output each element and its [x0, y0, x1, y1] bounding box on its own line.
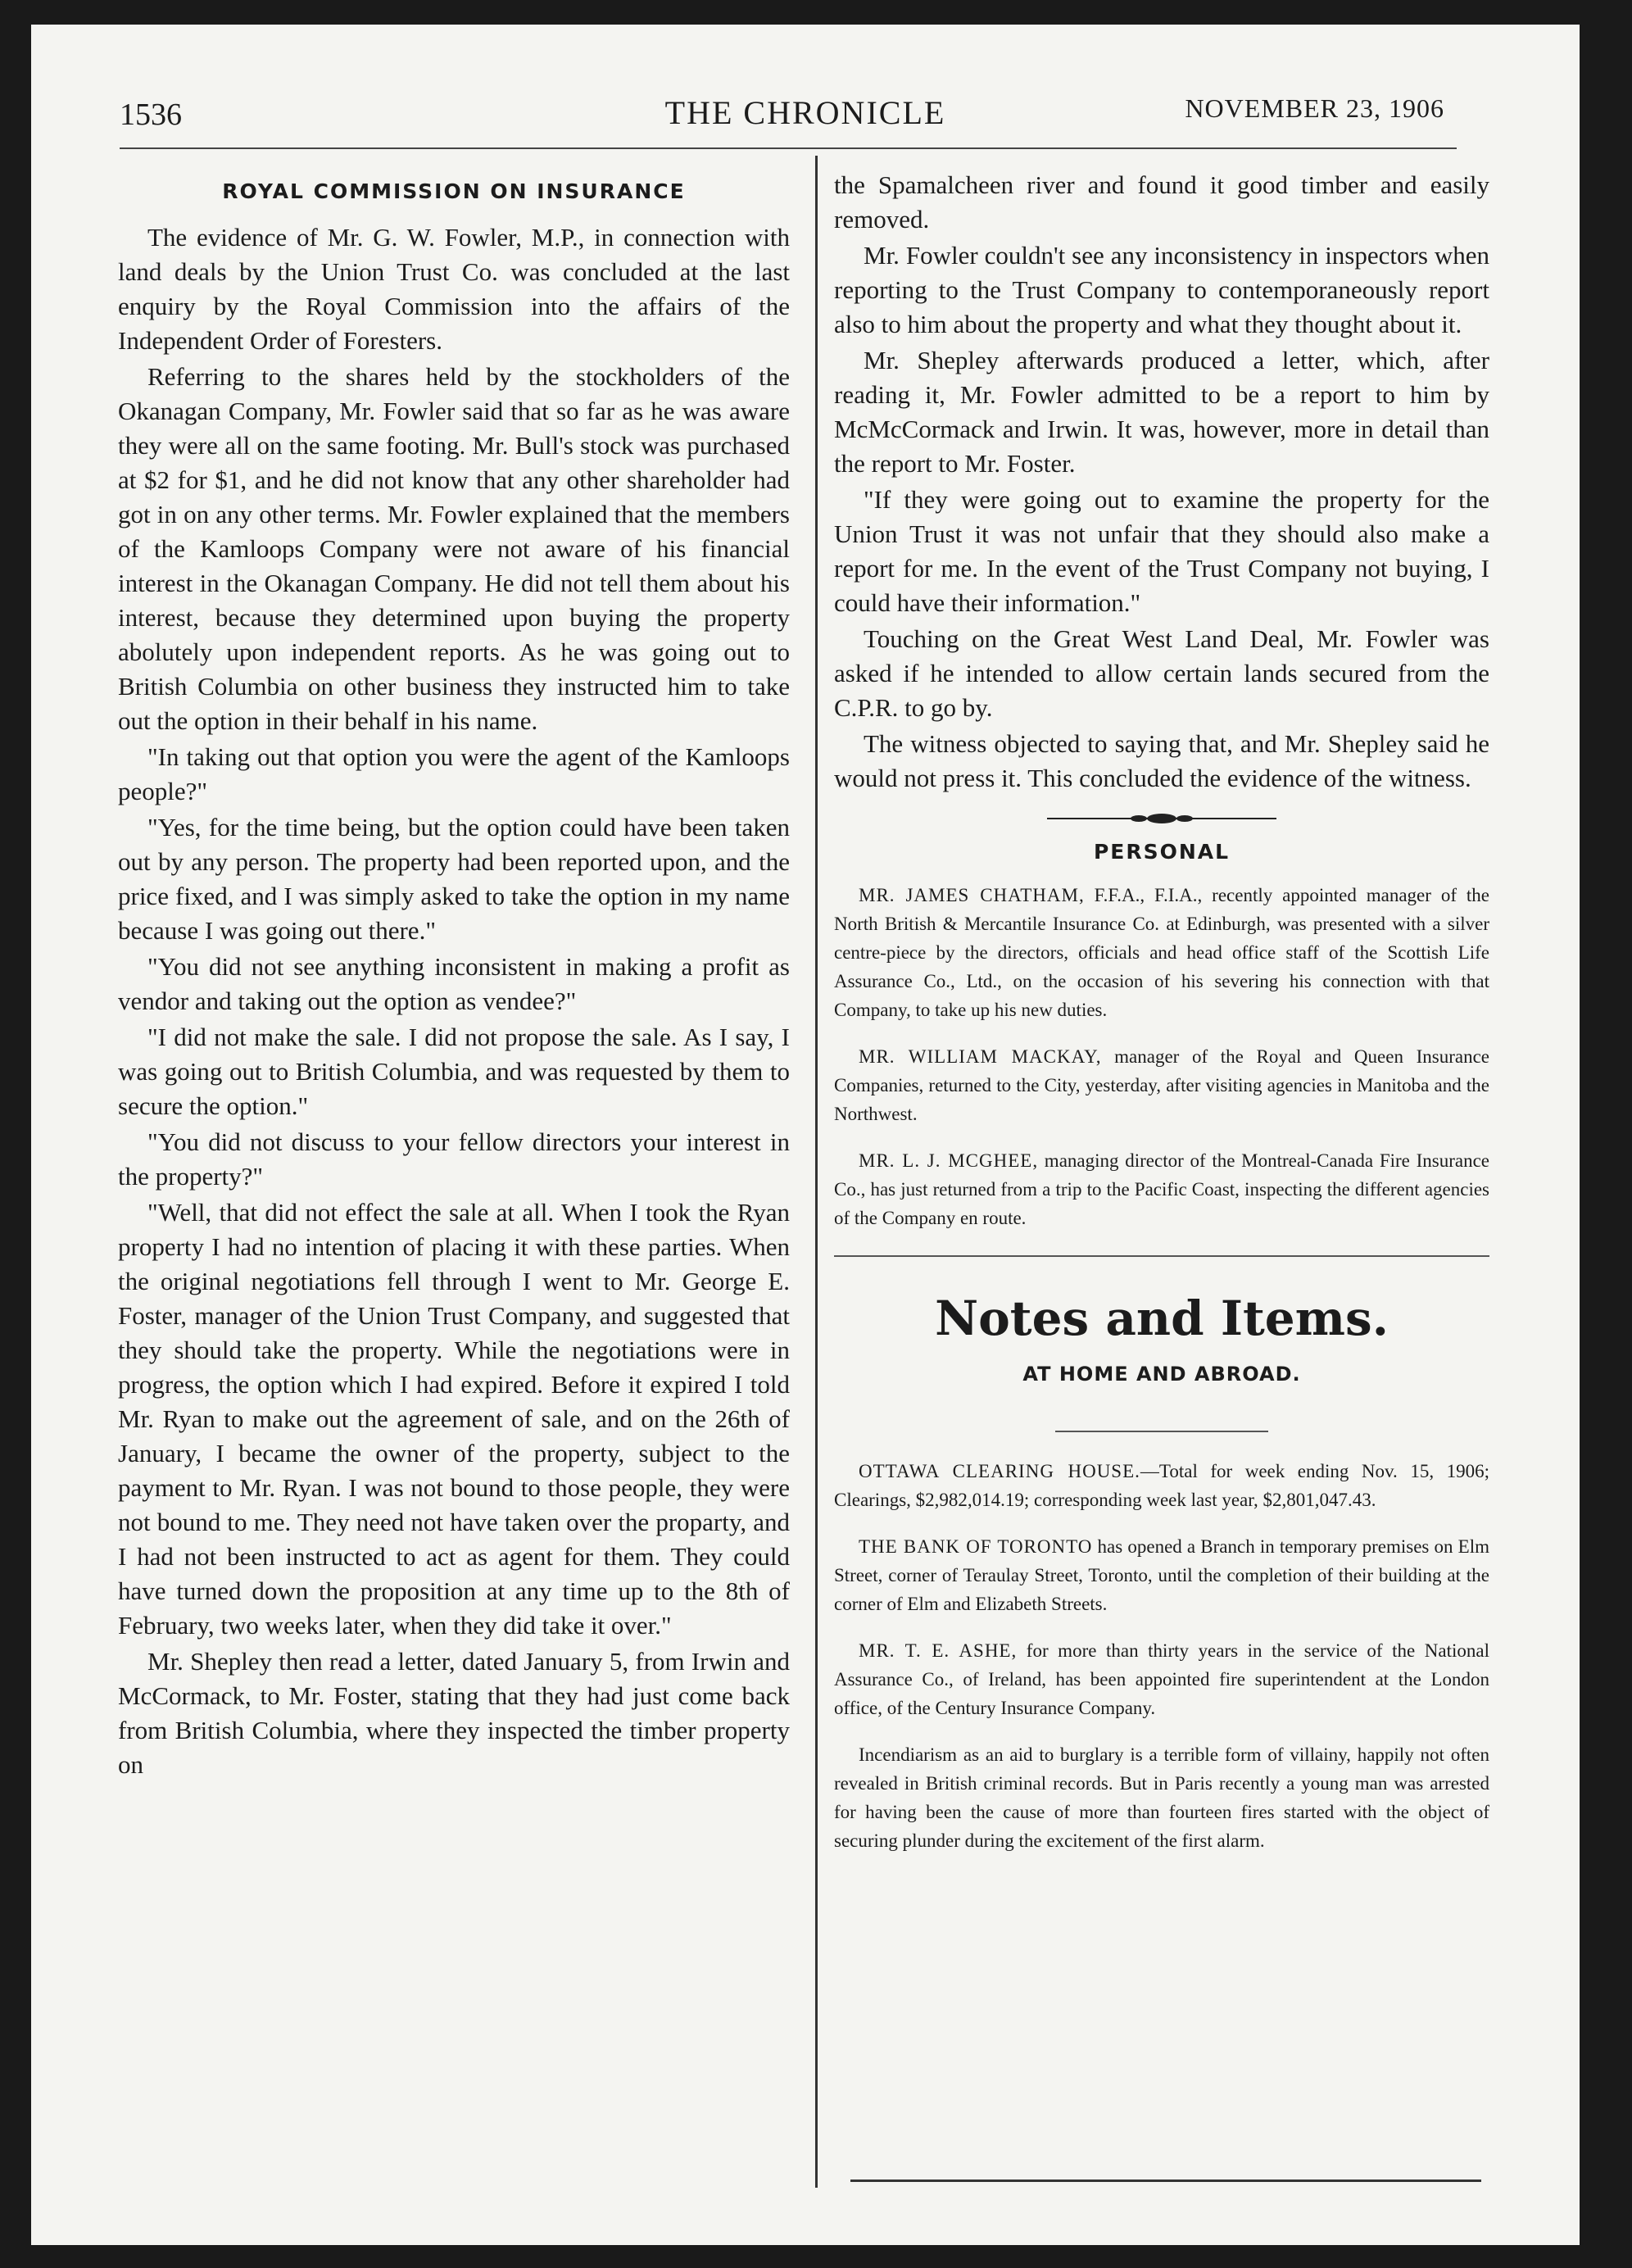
- personal-item: [834, 1042, 1489, 1128]
- article-continuation: the Spamalcheen river and found it good timber and easily removed.: [834, 170, 1489, 234]
- personal-section: [834, 881, 1489, 1232]
- article-paragraph: "In taking out that option you were the agent of the Kamloops people?": [118, 742, 790, 805]
- notes-item: [834, 1740, 1489, 1855]
- article-paragraph: "You did not discuss to your fellow directors your interest in the property?": [118, 1127, 790, 1191]
- article-paragraph: "Well, that did not effect the sale at all. When I took the Ryan property I had no intention of placing it with these parties. When the original negotiations fell through I went to Mr. George E. Foster, manager of the Union Trust Company, and suggested that they should take the property. While the negotiations were in progress, the option which I had expired. Before it expired I told Mr. Ryan to make out the agreement of sale, and on the 26th of January, I became the owner of the property, subject to the payment to Mr. Ryan. I was not bound to those people, they were not bound to me. They need not have taken over the proparty, and I had not been instructed to act as agent for them. They could have turned down the proposition at any time up to the 8th of February, two weeks later, when they did take it over.": [118, 1198, 790, 1640]
- notes-rule: [1055, 1431, 1268, 1432]
- person-name: MR. WILLIAM MACKAY,: [859, 1046, 1102, 1067]
- personal-text: F.F.A., F.I.A., recently appointed manager of the North British & Mercantile Insurance Co. at Edinburgh, was presented with a silver centre-piece by the directors, officials and head office staff of the Scottish Life Assurance Co., Ltd., on the occasion of his severing his connection with that Company, to take up his new duties.: [834, 885, 1489, 1020]
- notes-item: [834, 1636, 1489, 1722]
- personal-item: [834, 1146, 1489, 1232]
- notes-item-text: has opened a Branch in temporary premises on Elm Street, corner of Teraulay Street, Toronto, until the completion of their building at the corner of Elm and Elizabeth Streets.: [834, 1536, 1489, 1614]
- notes-section: [834, 1457, 1489, 1855]
- notes-item-text: —Total for week ending Nov. 15, 1906; Clearings, $2,982,014.19; corresponding week last year, $2,801,047.43.: [834, 1461, 1489, 1510]
- left-column: [118, 168, 790, 1784]
- newspaper-page: [31, 25, 1580, 2245]
- page-number: 1536: [120, 98, 182, 132]
- article-paragraph: Referring to the shares held by the stockholders of the Okanagan Company, Mr. Fowler said that so far as he was aware they were all on the same footing. Mr. Bull's stock was purchased at $2 for $1, and he did not know that any other shareholder had got in on any other terms. Mr. Fowler explained that the members of the Kamloops Company were not aware of his financial interest in the Okanagan Company. He did not tell them about his interest, because they determined upon buying the property abolutely upon independent reports. As he was going out to British Columbia on other business they instructed him to take out the option in their behalf in his name.: [118, 362, 790, 735]
- notes-item-text: for more than thirty years in the service of the National Assurance Co., of Ireland, has been appointed fire superintendent at the London office, of the Century Insurance Company.: [834, 1640, 1490, 1718]
- notes-item-name: THE BANK OF TORONTO: [859, 1536, 1093, 1557]
- personal-text: manager of the Royal and Queen Insurance Companies, returned to the City, yesterday, after visiting agencies in Manitoba and the Northwest.: [834, 1046, 1489, 1124]
- person-name: MR. L. J. MCGHEE,: [859, 1150, 1039, 1171]
- header-rule: [120, 147, 1457, 149]
- article-paragraph: "Yes, for the time being, but the option could have been taken out by any person. The property had been reported upon, and the price fixed, and I was simply asked to take the option in my name because I was going out there.": [118, 813, 790, 945]
- issue-date: NOVEMBER 23, 1906: [1185, 93, 1444, 123]
- notes-title: Notes and Items.: [935, 1290, 1389, 1346]
- personal-text: managing director of the Montreal-Canada Fire Insurance Co., has just returned from a trip to the Pacific Coast, inspecting the different agencies of the Company en route.: [834, 1150, 1489, 1228]
- masthead: THE CHRONICLE: [664, 94, 946, 131]
- article-paragraph: Mr. Shepley afterwards produced a letter, which, after reading it, Mr. Fowler admitted to be a report to him by McMcCormack and Irwin. It was, however, more in detail than the report to Mr. Foster.: [834, 346, 1489, 478]
- notes-item-text: Incendiarism as an aid to burglary is a terrible form of villainy, happily not often revealed in British criminal records. But in Paris recently a young man was arrested for having been the cause of more than fourteen fires started with the object of securing plunder during the excitement of the first alarm.: [834, 1744, 1489, 1851]
- personal-item: [834, 881, 1489, 1024]
- article-paragraph: Touching on the Great West Land Deal, Mr. Fowler was asked if he intended to allow certain lands secured from the C.P.R. to go by.: [834, 624, 1489, 722]
- section-rule: [834, 1255, 1489, 1257]
- article-title: ROYAL COMMISSION ON INSURANCE: [222, 179, 686, 203]
- ornamental-separator: [834, 810, 1489, 828]
- article-paragraph: The witness objected to saying that, and Mr. Shepley said he would not press it. This concluded the evidence of the witness.: [834, 729, 1489, 792]
- notes-item-name: OTTAWA CLEARING HOUSE.: [859, 1461, 1140, 1481]
- bottom-rule: [850, 2180, 1481, 2182]
- article-paragraph: "I did not make the sale. I did not propose the sale. As I say, I was going out to British Columbia, and was requested by them to secure the option.": [118, 1023, 790, 1120]
- column-divider: [815, 156, 818, 2188]
- notes-item-name: MR. T. E. ASHE,: [859, 1640, 1018, 1661]
- article-paragraph: Mr. Fowler couldn't see any inconsistency in inspectors when reporting to the Trust Company to contemporaneously report also to him about the property and what they thought about it.: [834, 241, 1489, 338]
- article-paragraph: Mr. Shepley then read a letter, dated January 5, from Irwin and McCormack, to Mr. Foster, stating that they had just come back from British Columbia, where they inspected the timber property on: [118, 1647, 790, 1779]
- notes-item: [834, 1532, 1489, 1618]
- page-header: [31, 25, 1580, 131]
- person-name: MR. JAMES CHATHAM,: [859, 885, 1085, 905]
- article-paragraph: "If they were going out to examine the property for the Union Trust it was not unfair that they should also make a report for me. In the event of the Trust Company not buying, I could have their information.": [834, 485, 1489, 617]
- notes-item: [834, 1457, 1489, 1514]
- personal-title: PERSONAL: [1093, 840, 1231, 864]
- right-column: [834, 168, 1489, 1873]
- ornament-icon: [1047, 810, 1276, 827]
- article-paragraph: "You did not see anything inconsistent in making a profit as vendor and taking out the option as vendee?": [118, 952, 790, 1015]
- article-paragraph: The evidence of Mr. G. W. Fowler, M.P., in connection with land deals by the Union Trust Co. was concluded at the last enquiry by the Royal Commission into the affairs of the Independent Order of Foresters.: [118, 223, 790, 355]
- notes-subtitle: AT HOME AND ABROAD.: [1022, 1363, 1301, 1386]
